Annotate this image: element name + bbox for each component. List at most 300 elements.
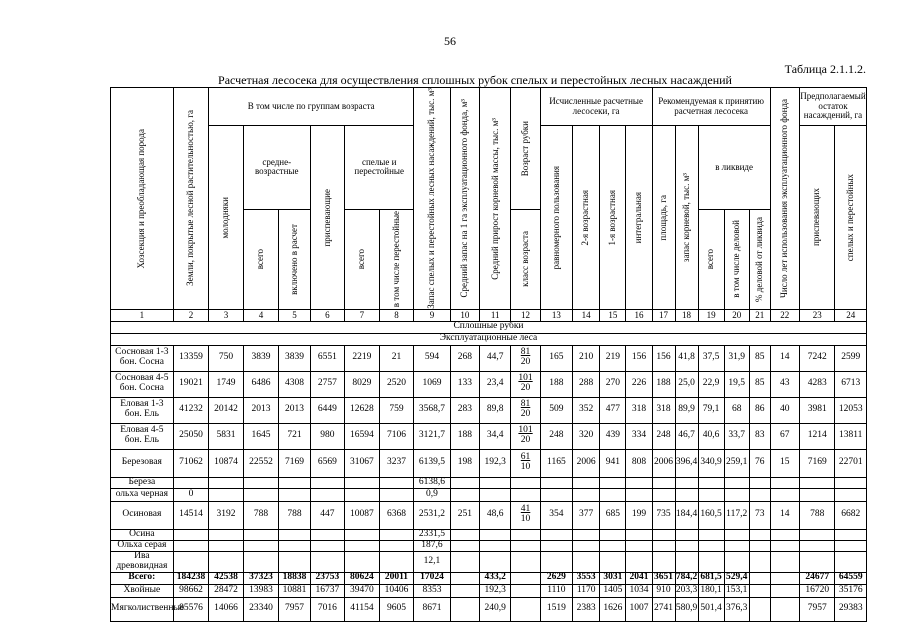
- table-cell: [173, 529, 209, 540]
- table-cell: 48,6: [480, 501, 511, 529]
- table-cell: 1165: [540, 449, 572, 477]
- header-cell: Хозсекция и преобладающая порода: [111, 88, 174, 310]
- table-cell: 240,9: [480, 597, 511, 621]
- table-cell: [770, 551, 799, 572]
- table-cell: 685: [600, 501, 626, 529]
- table-cell: 42538: [209, 572, 244, 584]
- age-numerator: 61: [520, 452, 531, 463]
- table-cell: 10874: [209, 449, 244, 477]
- table-cell: 750: [209, 345, 244, 371]
- header-cell: приспевающих: [799, 126, 835, 310]
- table-cell: 941: [600, 449, 626, 477]
- harvest-table: [110, 87, 867, 622]
- table-cell: 14: [770, 345, 799, 371]
- age-class-cell: [511, 345, 540, 371]
- table-cell: 192,3: [480, 584, 511, 597]
- table-cell: 85: [749, 371, 770, 397]
- table-cell: 7169: [799, 449, 835, 477]
- column-number: 4: [243, 309, 279, 321]
- table-cell: [345, 529, 380, 540]
- table-cell: 22,9: [698, 371, 724, 397]
- table-cell: 3651: [654, 572, 674, 583]
- table-cell: [675, 551, 698, 572]
- table-cell: [698, 477, 724, 488]
- column-number: 6: [310, 309, 345, 321]
- age-numerator: 101: [518, 425, 533, 436]
- table-cell: [243, 551, 279, 572]
- table-cell: [749, 584, 770, 597]
- age-numerator: 101: [518, 373, 533, 384]
- table-row: [111, 423, 867, 449]
- table-cell: [379, 551, 414, 572]
- table-cell: 15: [770, 449, 799, 477]
- table-cell: 34,4: [480, 423, 511, 449]
- table-cell: 334: [626, 423, 652, 449]
- table-row: [111, 397, 867, 423]
- header-cell: приспевающие: [310, 126, 345, 310]
- table-cell: [173, 551, 209, 572]
- age-class-cell: [511, 540, 540, 551]
- table-cell: [540, 488, 572, 501]
- table-cell: 248: [652, 423, 675, 449]
- table-cell: 73: [749, 501, 770, 529]
- table-cell: 16737: [310, 584, 345, 597]
- header-cell: площадь, га: [652, 126, 675, 310]
- header-cell: 2-я возрастная: [573, 126, 600, 310]
- table-cell: [310, 551, 345, 572]
- header-cell: запас корневой, тыс. м³: [675, 126, 698, 310]
- age-denominator: 10: [520, 513, 531, 524]
- header-cell: в том числе перестойные: [379, 209, 414, 309]
- column-number: 1: [111, 309, 174, 321]
- table-cell: 156: [652, 345, 675, 371]
- table-cell: 79,1: [698, 397, 724, 423]
- table-row: [111, 488, 867, 501]
- table-cell: [600, 488, 626, 501]
- table-cell: [724, 477, 749, 488]
- header-cell: равномерного пользования: [540, 126, 572, 310]
- header-cell: Возраст рубки: [511, 88, 540, 210]
- table-header: [111, 88, 867, 322]
- table-cell: 16720: [799, 584, 835, 597]
- table-cell: [480, 488, 511, 501]
- table-cell: 19021: [173, 371, 209, 397]
- table-cell: 192,3: [480, 449, 511, 477]
- column-number: 23: [799, 309, 835, 321]
- row-name: Всего:: [111, 572, 174, 584]
- table-cell: 320: [573, 423, 600, 449]
- age-class-cell: [511, 584, 540, 597]
- table-cell: 31,9: [724, 345, 749, 371]
- table-cell: 203,3: [675, 584, 698, 597]
- table-cell: [345, 477, 380, 488]
- table-number: Таблица 2.1.1.2.: [784, 62, 866, 76]
- table-cell: [450, 572, 479, 584]
- row-name: Еловая 4-5 бон. Ель: [111, 423, 174, 449]
- table-cell: 6368: [379, 501, 414, 529]
- table-cell: 160,5: [698, 501, 724, 529]
- table-cell: [279, 529, 310, 540]
- table-cell: [724, 529, 749, 540]
- table-cell: [626, 529, 652, 540]
- table-cell: [310, 488, 345, 501]
- table-cell: [310, 477, 345, 488]
- table-cell: 318: [626, 397, 652, 423]
- table-cell: [749, 488, 770, 501]
- table-cell: 0: [173, 488, 209, 501]
- row-name: Сосновая 1-3 бон. Сосна: [111, 345, 174, 371]
- table-cell: 165: [540, 345, 572, 371]
- table-cell: [600, 540, 626, 551]
- table-cell: 3237: [379, 449, 414, 477]
- table-cell: 788: [799, 501, 835, 529]
- table-cell: [243, 529, 279, 540]
- row-name: Хвойные: [111, 584, 174, 597]
- table-cell: 20011: [379, 572, 414, 584]
- page-number: 56: [444, 34, 456, 48]
- table-cell: 8029: [345, 371, 380, 397]
- table-cell: 2006: [652, 449, 675, 477]
- table-cell: [626, 540, 652, 551]
- table-cell: 2520: [379, 371, 414, 397]
- table-cell: 83: [749, 423, 770, 449]
- table-cell: [749, 551, 770, 572]
- table-cell: 377: [573, 501, 600, 529]
- table-cell: 86: [749, 397, 770, 423]
- table-row: [111, 540, 867, 551]
- age-class-cell: [511, 551, 540, 572]
- table-cell: 6449: [310, 397, 345, 423]
- header-cell: интегральная: [626, 126, 652, 310]
- column-number: 13: [540, 309, 572, 321]
- table-cell: [243, 540, 279, 551]
- column-number: 8: [379, 309, 414, 321]
- table-cell: 3031: [600, 572, 626, 584]
- table-cell: [450, 597, 479, 621]
- table-cell: 980: [310, 423, 345, 449]
- column-number: 22: [770, 309, 799, 321]
- table-cell: [835, 529, 867, 540]
- table-cell: [749, 572, 770, 584]
- table-cell: 85576: [173, 597, 209, 621]
- table-cell: [652, 529, 675, 540]
- age-class-cell: [511, 501, 540, 529]
- table-cell: [310, 529, 345, 540]
- table-cell: 17024: [414, 572, 451, 584]
- table-cell: 187,6: [414, 540, 451, 551]
- table-cell: [450, 584, 479, 597]
- table-cell: 41232: [173, 397, 209, 423]
- table-cell: 14066: [209, 597, 244, 621]
- table-cell: 3839: [243, 345, 279, 371]
- table-cell: 2531,2: [414, 501, 451, 529]
- table-cell: 1645: [243, 423, 279, 449]
- table-cell: 721: [279, 423, 310, 449]
- header-cell: в ликвиде: [698, 126, 770, 210]
- table-cell: 68: [724, 397, 749, 423]
- table-cell: 1069: [414, 371, 451, 397]
- table-cell: [540, 551, 572, 572]
- age-denominator: 20: [520, 408, 531, 419]
- row-name: Осиновая: [111, 501, 174, 529]
- table-cell: 248: [540, 423, 572, 449]
- age-denominator: 10: [520, 461, 531, 472]
- table-cell: 40,6: [698, 423, 724, 449]
- table-cell: 23340: [243, 597, 279, 621]
- table-cell: 13811: [835, 423, 867, 449]
- table-cell: [652, 551, 675, 572]
- row-name: Мягколиственные: [111, 597, 174, 621]
- table-cell: 8671: [414, 597, 451, 621]
- table-cell: 13359: [173, 345, 209, 371]
- header-cell: Исчисленные расчетные лесосеки, га: [540, 88, 652, 126]
- table-row: [111, 371, 867, 397]
- table-cell: 35176: [835, 584, 867, 597]
- header-cell: Средний прирост корневой массы, тыс. м³: [480, 88, 511, 310]
- table-cell: [450, 551, 479, 572]
- table-cell: 2006: [573, 449, 600, 477]
- table-cell: 3121,7: [414, 423, 451, 449]
- table-cell: 2757: [310, 371, 345, 397]
- table-cell: 1110: [540, 584, 572, 597]
- table-cell: [209, 551, 244, 572]
- table-cell: 40: [770, 397, 799, 423]
- table-cell: 580,9: [675, 597, 698, 621]
- table-cell: 226: [626, 371, 652, 397]
- header-cell: Предполагаемый остаток насаждений, га: [799, 88, 866, 126]
- age-numerator: 81: [520, 399, 531, 410]
- table-cell: [770, 529, 799, 540]
- table-cell: 71062: [173, 449, 209, 477]
- header-cell: спелых и перестойных: [835, 126, 867, 310]
- table-cell: [749, 540, 770, 551]
- table-row: [111, 529, 867, 540]
- table-cell: [600, 477, 626, 488]
- table-cell: 6551: [310, 345, 345, 371]
- table-cell: 85: [749, 345, 770, 371]
- table-cell: 23,4: [480, 371, 511, 397]
- table-cell: [799, 488, 835, 501]
- table-cell: [173, 540, 209, 551]
- table-title: Расчетная лесосека для осуществления сплошных рубок спелых и перестойных лесных насаждений: [218, 73, 732, 87]
- table-cell: 12,1: [414, 551, 451, 572]
- table-cell: 2599: [835, 345, 867, 371]
- column-number: 20: [724, 309, 749, 321]
- table-cell: [173, 477, 209, 488]
- column-number: 10: [450, 309, 479, 321]
- table-cell: 6138,6: [414, 477, 451, 488]
- table-cell: 8353: [414, 584, 451, 597]
- age-numerator: 81: [520, 347, 531, 358]
- table-cell: 2741: [652, 597, 675, 621]
- table-cell: 788: [279, 501, 310, 529]
- table-cell: 4283: [799, 371, 835, 397]
- table-cell: [209, 540, 244, 551]
- table-cell: [450, 477, 479, 488]
- table-cell: 10881: [279, 584, 310, 597]
- column-number: 14: [573, 309, 600, 321]
- table-cell: 184,4: [675, 501, 698, 529]
- table-cell: 6139,5: [414, 449, 451, 477]
- table-cell: 9605: [379, 597, 414, 621]
- table-cell: 759: [379, 397, 414, 423]
- column-number: 16: [626, 309, 652, 321]
- table-cell: 89,8: [480, 397, 511, 423]
- table-cell: 64559: [835, 572, 867, 584]
- table-cell: 439: [600, 423, 626, 449]
- table-cell: 288: [573, 371, 600, 397]
- table-cell: [450, 540, 479, 551]
- header-cell: Рекомендуемая к принятию расчетная лесосека: [652, 88, 770, 126]
- table-cell: 41154: [345, 597, 380, 621]
- table-cell: 198: [450, 449, 479, 477]
- table-cell: 12628: [345, 397, 380, 423]
- header-cell: всего: [345, 209, 380, 309]
- table-cell: 14514: [173, 501, 209, 529]
- table-cell: 396,4: [675, 449, 698, 477]
- table-cell: [799, 540, 835, 551]
- table-row: [111, 501, 867, 529]
- table-cell: 22552: [243, 449, 279, 477]
- table-cell: 25050: [173, 423, 209, 449]
- age-class-cell: [511, 449, 540, 477]
- row-name: Березовая: [111, 449, 174, 477]
- header-cell: Запас спелых и перестойных лесных насаждений, тыс. м³: [414, 88, 451, 310]
- header-cell: в том числе деловой: [724, 209, 749, 309]
- table-cell: 7106: [379, 423, 414, 449]
- header-cell: Средний запас на 1 га эксплуатационного фонда, м³: [450, 88, 479, 310]
- table-cell: [770, 597, 799, 621]
- table-cell: [770, 477, 799, 488]
- table-cell: [675, 477, 698, 488]
- table-cell: 6713: [835, 371, 867, 397]
- section-subtitle: Эксплуатационные леса: [111, 333, 867, 345]
- table-cell: [279, 551, 310, 572]
- table-cell: 5831: [209, 423, 244, 449]
- table-cell: [652, 477, 675, 488]
- table-cell: [770, 540, 799, 551]
- row-name: Береза: [111, 477, 174, 488]
- table-cell: 681,5: [698, 572, 724, 584]
- column-number: 12: [511, 309, 540, 321]
- table-cell: 594: [414, 345, 451, 371]
- table-cell: 1519: [540, 597, 572, 621]
- table-cell: 6486: [243, 371, 279, 397]
- table-cell: 22701: [835, 449, 867, 477]
- table-cell: 735: [652, 501, 675, 529]
- table-row: [111, 345, 867, 371]
- row-name: Ольха серая: [111, 540, 174, 551]
- table-cell: [770, 584, 799, 597]
- table-cell: 784,2: [675, 572, 698, 583]
- age-denominator: 20: [520, 356, 531, 367]
- table-cell: 788: [243, 501, 279, 529]
- table-cell: 37323: [243, 572, 279, 584]
- table-cell: [600, 529, 626, 540]
- table-cell: 1170: [573, 584, 600, 597]
- table-cell: [573, 551, 600, 572]
- table-cell: 24677: [799, 572, 835, 584]
- section-title: Сплошные рубки: [111, 321, 867, 333]
- table-cell: [698, 540, 724, 551]
- table-cell: 16594: [345, 423, 380, 449]
- column-number: 11: [480, 309, 511, 321]
- table-cell: [799, 477, 835, 488]
- table-cell: 3981: [799, 397, 835, 423]
- column-number: 17: [652, 309, 675, 321]
- table-cell: 21: [379, 345, 414, 371]
- table-cell: 251: [450, 501, 479, 529]
- table-cell: [345, 488, 380, 501]
- table-cell: [573, 540, 600, 551]
- table-cell: [573, 529, 600, 540]
- table-cell: [600, 551, 626, 572]
- table-cell: [279, 477, 310, 488]
- table-cell: [799, 551, 835, 572]
- table-cell: 133: [450, 371, 479, 397]
- table-cell: [279, 488, 310, 501]
- table-cell: [379, 540, 414, 551]
- header-cell: Земли, покрытые лесной растительностью, га: [173, 88, 209, 310]
- column-number: 2: [173, 309, 209, 321]
- table-cell: 43: [770, 371, 799, 397]
- table-cell: 529,4: [726, 572, 748, 583]
- age-denominator: 20: [520, 434, 531, 445]
- table-cell: [480, 540, 511, 551]
- table-cell: [626, 477, 652, 488]
- table-cell: [573, 488, 600, 501]
- table-cell: 23753: [310, 572, 345, 584]
- table-cell: [345, 540, 380, 551]
- table-cell: 501,4: [698, 597, 724, 621]
- table-cell: 1626: [600, 597, 626, 621]
- table-cell: [835, 488, 867, 501]
- age-class-cell: [511, 371, 540, 397]
- table-cell: 2013: [279, 397, 310, 423]
- table-cell: 2041: [626, 572, 652, 584]
- age-class-cell: [511, 477, 540, 488]
- table-cell: 7957: [799, 597, 835, 621]
- header-cell: класс возраста: [511, 209, 540, 309]
- table-cell: 270: [600, 371, 626, 397]
- table-cell: 910: [652, 584, 675, 597]
- table-cell: 4308: [279, 371, 310, 397]
- table-row: [111, 584, 867, 597]
- table-cell: 1405: [600, 584, 626, 597]
- table-cell: 1749: [209, 371, 244, 397]
- table-cell: 37,5: [698, 345, 724, 371]
- table-cell: [450, 529, 479, 540]
- table-cell: [749, 597, 770, 621]
- table-cell: 268: [450, 345, 479, 371]
- table-cell: 3839: [279, 345, 310, 371]
- table-cell: [675, 488, 698, 501]
- table-cell: 259,1: [724, 449, 749, 477]
- table-cell: 477: [600, 397, 626, 423]
- table-cell: 6569: [310, 449, 345, 477]
- table-cell: [279, 540, 310, 551]
- table-cell: 25,0: [675, 371, 698, 397]
- table-cell: [379, 477, 414, 488]
- table-cell: [698, 529, 724, 540]
- age-class-cell: [511, 423, 540, 449]
- header-cell: спелые и перестойные: [345, 126, 414, 210]
- row-name: Еловая 1-3 бон. Ель: [111, 397, 174, 423]
- table-cell: 1214: [799, 423, 835, 449]
- column-number: 5: [279, 309, 310, 321]
- table-cell: 180,1: [698, 584, 724, 597]
- table-cell: [480, 529, 511, 540]
